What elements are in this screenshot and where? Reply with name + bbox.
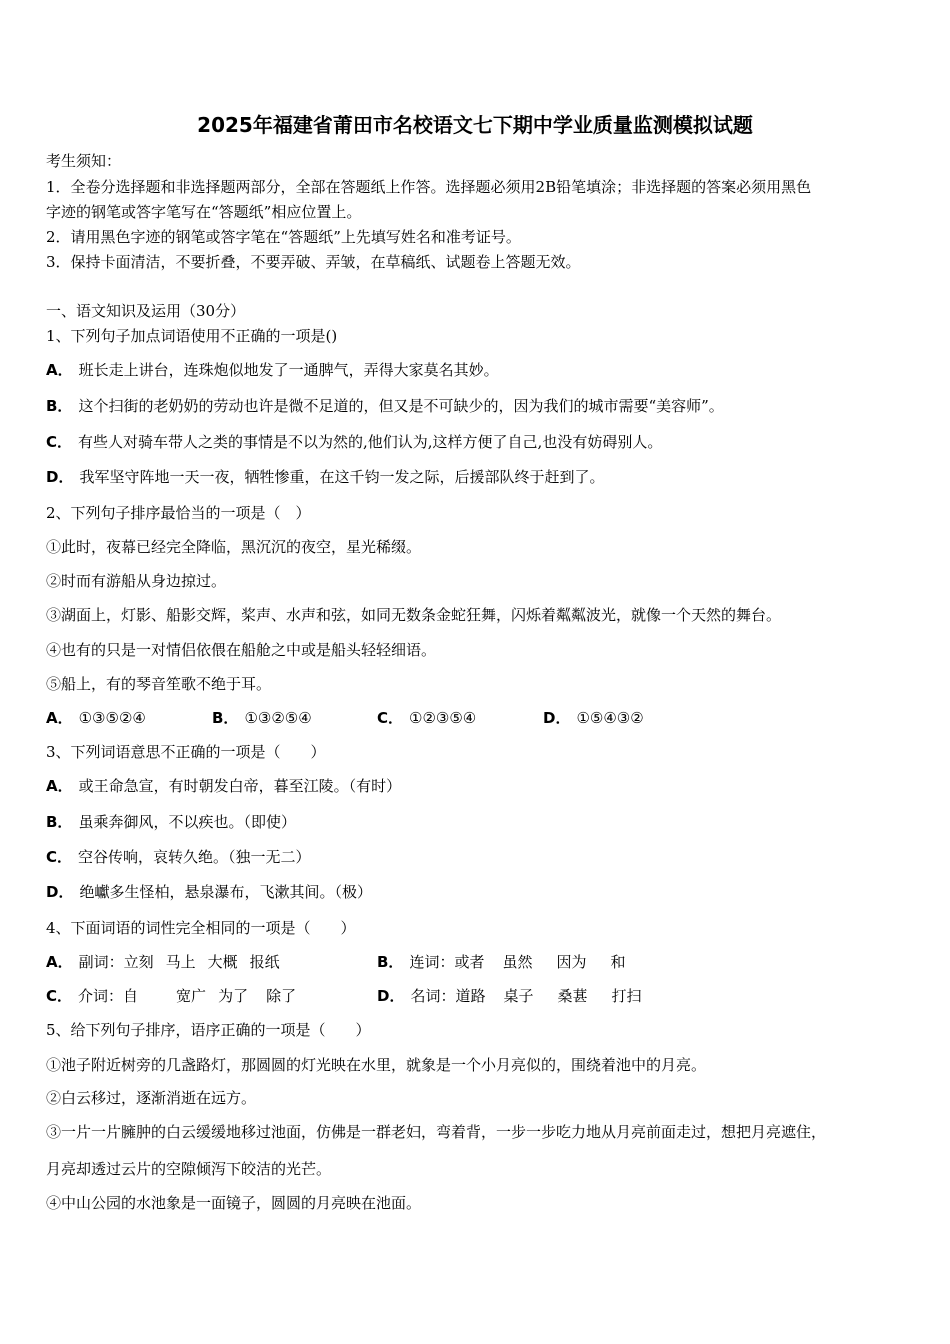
option-word: 报纸 [249, 953, 280, 971]
option-letter: A． [46, 709, 73, 727]
option-word: 桑葚 [557, 987, 588, 1005]
option-text: 或王命急宣，有时朝发白帝，暮至江陵。（有时） [78, 777, 402, 795]
question-1-option-d [46, 466, 914, 488]
option-word: 自 [123, 987, 139, 1005]
option-word: 桌子 [503, 987, 534, 1005]
question-5-sentence-3b: 月亮却透过云片的空隙倾泻下皎洁的光芒。 [46, 1160, 332, 1178]
option-text: 有些人对骑车带人之类的事情是不以为然的,他们认为,这样方便了自己,也没有妨碍别人。 [78, 433, 663, 451]
question-3-stem: 3、下列词语意思不正确的一项是（ ） [46, 743, 326, 761]
section-heading: 一、语文知识及运用（30分） [46, 302, 246, 320]
question-5-sentence-3a: ③一片一片臃肿的白云缓缓地移过池面，仿佛是一群老妇，弯着背，一步一步吃力地从月亮前面走过，想把月亮遮住， [46, 1123, 827, 1141]
option-text: 空谷传响，哀转久绝。（独一无二） [78, 848, 311, 866]
option-letter: A． [46, 953, 73, 971]
option-letter: B． [46, 813, 73, 831]
question-2-option-a [46, 707, 146, 729]
option-letter: D． [46, 883, 74, 901]
option-text: ①②③⑤④ [409, 709, 477, 727]
question-5-stem: 5、给下列句子排序，语序正确的一项是（ ） [46, 1021, 371, 1039]
option-word: 和 [610, 953, 626, 971]
question-3-option-d [46, 881, 914, 903]
option-text: ①③⑤②④ [78, 709, 146, 727]
notice-line-1a: 1．全卷分选择题和非选择题两部分，全部在答题纸上作答。选择题必须用2B铅笔填涂；非选择题的答案必须用黑色 [46, 178, 812, 196]
question-1-stem: 1、下列句子加点词语使用不正确的一项是() [46, 327, 338, 345]
option-letter: C． [46, 848, 73, 866]
option-letter: B． [46, 397, 73, 415]
question-2-option-b [212, 707, 312, 729]
question-5-sentence-1: ①池子附近树旁的几盏路灯，那圆圆的灯光映在水里，就象是一个小月亮似的，围绕着池中的月亮。 [46, 1056, 707, 1074]
question-3-option-c [46, 846, 914, 868]
option-text: 虽乘奔御风，不以疾也。（即使） [78, 813, 296, 831]
question-4-option-a [46, 951, 292, 973]
question-1-option-a [46, 359, 914, 381]
notice-line-1b: 字迹的钢笔或答字笔写在“答题纸”相应位置上。 [46, 203, 362, 221]
question-2-stem: 2、下列句子排序最恰当的一项是（ ） [46, 504, 311, 522]
option-word: 虽然 [502, 953, 533, 971]
question-2-sentence-1: ①此时，夜幕已经完全降临，黑沉沉的夜空，星光稀缀。 [46, 538, 422, 556]
option-label: 连词： [409, 953, 455, 971]
option-word: 因为 [556, 953, 587, 971]
question-5-sentence-4: ④中山公园的水池象是一面镜子，圆圆的月亮映在池面。 [46, 1194, 422, 1212]
option-letter: D． [543, 709, 571, 727]
option-label: 名词： [410, 987, 456, 1005]
option-text: ①⑤④③② [576, 709, 644, 727]
option-word: 或者 [454, 953, 485, 971]
option-letter: C． [46, 433, 73, 451]
option-letter: A． [46, 777, 73, 795]
question-4-option-b [377, 951, 638, 973]
question-4-option-c [46, 985, 308, 1007]
option-letter: B． [377, 953, 404, 971]
question-5-sentence-2: ②白云移过，逐渐消逝在远方。 [46, 1089, 257, 1107]
option-word: 道路 [455, 987, 486, 1005]
option-label: 副词： [78, 953, 124, 971]
question-4-stem: 4、下面词语的词性完全相同的一项是（ ） [46, 919, 356, 937]
notice-line-3: 3．保持卡面清洁，不要折叠，不要弄破、弄皱，在草稿纸、试题卷上答题无效。 [46, 253, 581, 271]
option-label: 介词： [78, 987, 124, 1005]
question-3-option-b [46, 811, 914, 833]
question-1-option-b [46, 395, 914, 417]
option-text: 班长走上讲台，连珠炮似地发了一通脾气，弄得大家莫名其妙。 [78, 361, 499, 379]
option-word: 马上 [165, 953, 196, 971]
option-letter: A． [46, 361, 73, 379]
option-letter: D． [46, 468, 74, 486]
question-2-option-c [377, 707, 476, 729]
option-word: 大概 [207, 953, 238, 971]
option-word: 除了 [266, 987, 297, 1005]
option-letter: C． [377, 709, 404, 727]
option-text: ①③②⑤④ [244, 709, 312, 727]
option-letter: B． [212, 709, 239, 727]
question-4-option-d [377, 985, 654, 1007]
question-3-option-a [46, 775, 914, 797]
notice-heading: 考生须知： [46, 152, 122, 170]
option-letter: D． [377, 987, 405, 1005]
option-text: 这个扫街的老奶奶的劳动也许是微不足道的，但又是不可缺少的，因为我们的城市需要“美容师”。 [78, 397, 724, 415]
option-text: 我军坚守阵地一天一夜，牺牲惨重，在这千钧一发之际，后援部队终于赶到了。 [79, 468, 605, 486]
option-word: 打扫 [611, 987, 642, 1005]
question-1-option-c [46, 431, 914, 453]
question-2-option-d [543, 707, 644, 729]
option-word: 宽广 [176, 987, 207, 1005]
question-2-sentence-4: ④也有的只是一对情侣依偎在船舱之中或是船头轻轻细语。 [46, 641, 437, 659]
question-2-sentence-3: ③湖面上，灯影、船影交辉，桨声、水声和弦，如同无数条金蛇狂舞，闪烁着粼粼波光，就像一个天然的舞台。 [46, 606, 782, 624]
option-text: 绝巘多生怪柏，悬泉瀑布，飞漱其间。（极） [79, 883, 372, 901]
page-title: 2025年福建省莆田市名校语文七下期中学业质量监测模拟试题 [197, 113, 753, 137]
option-word: 立刻 [123, 953, 154, 971]
option-letter: C． [46, 987, 73, 1005]
question-2-sentence-2: ②时而有游船从身边掠过。 [46, 572, 227, 590]
notice-line-2: 2．请用黑色字迹的钢笔或答字笔在“答题纸”上先填写姓名和准考证号。 [46, 228, 521, 246]
option-word: 为了 [218, 987, 249, 1005]
question-2-sentence-5: ⑤船上，有的琴音笙歌不绝于耳。 [46, 675, 272, 693]
